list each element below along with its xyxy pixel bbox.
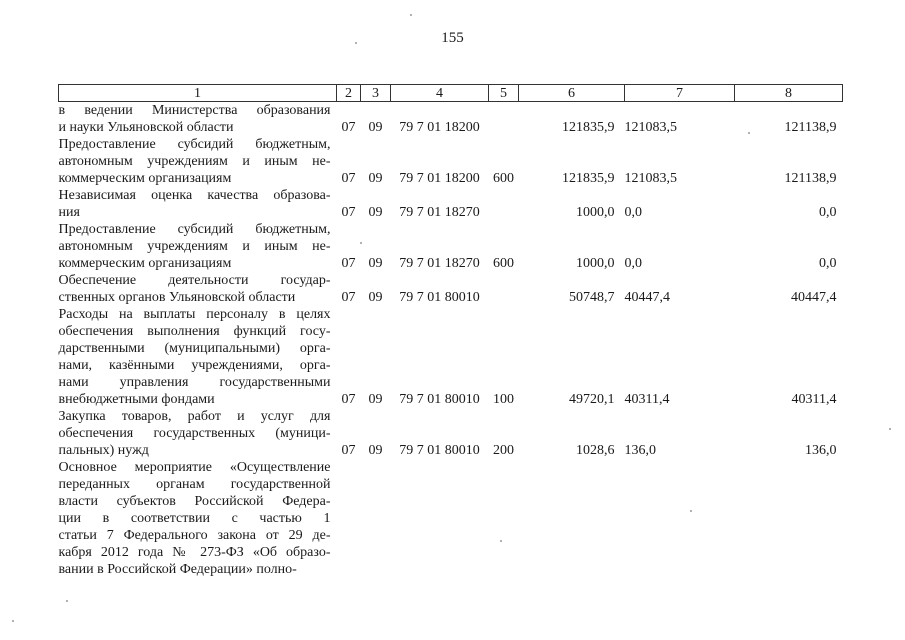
row-name-line: нами, казёнными учреждениями, орга- bbox=[58, 358, 331, 373]
row-name-line: кабря 2012 года № 273-ФЗ «Об образо- bbox=[58, 545, 331, 560]
scan-speck bbox=[690, 510, 692, 512]
row-name-line: обеспечения государственных (муници- bbox=[58, 426, 331, 441]
code-pr: 09 bbox=[368, 171, 383, 186]
code-vr: 100 bbox=[493, 392, 514, 407]
code-vr: 600 bbox=[493, 256, 514, 271]
amount-col-8: 121138,9 bbox=[784, 120, 837, 135]
row-name-line: Закупка товаров, работ и услуг для bbox=[58, 409, 331, 424]
code-pr: 09 bbox=[368, 205, 383, 220]
header-col-7: 7 bbox=[625, 85, 735, 102]
code-rz: 07 bbox=[341, 392, 356, 407]
header-col-5: 5 bbox=[489, 85, 519, 102]
row-name-line: Независимая оценка качества образова- bbox=[58, 188, 331, 203]
code-csr bbox=[391, 459, 489, 578]
code-pr: 09 bbox=[368, 392, 383, 407]
row-name bbox=[59, 306, 337, 408]
code-rz: 07 bbox=[341, 256, 356, 271]
row-name-line: Обеспечение деятельности государ- bbox=[58, 273, 331, 288]
code-rz: 07 bbox=[341, 443, 356, 458]
row-name bbox=[59, 459, 337, 578]
code-rz bbox=[337, 459, 361, 578]
code-pr: 09 bbox=[368, 290, 383, 305]
row-name-line: обеспечения выполнения функций госу- bbox=[58, 324, 331, 339]
row-name-line: коммерческим организациям bbox=[58, 171, 232, 186]
amount-col-7: 0,0 bbox=[624, 256, 642, 271]
code-csr: 79 7 01 18200 bbox=[399, 120, 480, 135]
amount-col-8: 0,0 bbox=[819, 205, 837, 220]
row-name-line: ственных органов Ульяновской области bbox=[58, 290, 296, 305]
row-name-line: ции в соответствии с частью 1 bbox=[58, 511, 331, 526]
amount-col-7: 121083,5 bbox=[624, 120, 677, 135]
table-header-row bbox=[59, 85, 843, 102]
amount-col-8: 40311,4 bbox=[791, 392, 837, 407]
code-vr bbox=[489, 272, 519, 306]
row-name-line: пальных) нужд bbox=[58, 443, 149, 458]
code-vr bbox=[489, 187, 519, 221]
amount-col-7: 121083,5 bbox=[624, 171, 677, 186]
header-col-2: 2 bbox=[337, 85, 361, 102]
row-name-line: статьи 7 Федерального закона от 29 де- bbox=[58, 528, 331, 543]
amount-col-8: 136,0 bbox=[805, 443, 837, 458]
row-name bbox=[59, 408, 337, 459]
table-row bbox=[59, 102, 843, 137]
row-name-line: Предоставление субсидий бюджетным, bbox=[58, 137, 331, 152]
amount-col-8 bbox=[735, 459, 843, 578]
table-row bbox=[59, 272, 843, 306]
row-name-line: Предоставление субсидий бюджетным, bbox=[58, 222, 331, 237]
code-csr: 79 7 01 18270 bbox=[399, 205, 480, 220]
row-name-line: нами управления государственными bbox=[58, 375, 331, 390]
row-name bbox=[59, 136, 337, 187]
row-name-line: Расходы на выплаты персоналу в целях bbox=[58, 307, 331, 322]
row-name-line: вании в Российской Федерации» полно- bbox=[58, 562, 297, 577]
code-rz: 07 bbox=[341, 171, 356, 186]
code-vr bbox=[489, 102, 519, 137]
amount-col-7 bbox=[625, 459, 735, 578]
header-col-4: 4 bbox=[391, 85, 489, 102]
amount-col-8: 40447,4 bbox=[791, 290, 837, 305]
table-row bbox=[59, 408, 843, 459]
row-name bbox=[59, 187, 337, 221]
row-name-line: и науки Ульяновской области bbox=[58, 120, 234, 135]
table-row bbox=[59, 459, 843, 578]
row-name bbox=[59, 102, 337, 137]
row-name-line: автономным учреждениям и иным не- bbox=[58, 239, 331, 254]
scan-speck bbox=[500, 540, 502, 542]
row-name-line: власти субъектов Российской Федера- bbox=[58, 494, 331, 509]
header-col-3: 3 bbox=[361, 85, 391, 102]
scan-speck bbox=[748, 132, 750, 134]
amount-col-7: 40447,4 bbox=[624, 290, 670, 305]
amount-col-8: 0,0 bbox=[819, 256, 837, 271]
amount-col-6: 49720,1 bbox=[569, 392, 615, 407]
amount-col-7: 0,0 bbox=[624, 205, 642, 220]
code-csr: 79 7 01 18270 bbox=[399, 256, 480, 271]
amount-col-7: 40311,4 bbox=[624, 392, 670, 407]
code-pr: 09 bbox=[368, 443, 383, 458]
amount-col-6: 121835,9 bbox=[562, 120, 615, 135]
table-body bbox=[59, 102, 843, 579]
code-pr: 09 bbox=[368, 256, 383, 271]
row-name bbox=[59, 272, 337, 306]
code-csr: 79 7 01 80010 bbox=[399, 392, 480, 407]
amount-col-7: 136,0 bbox=[624, 443, 656, 458]
row-name-line: коммерческим организациям bbox=[58, 256, 232, 271]
scan-speck bbox=[410, 14, 412, 16]
table-row bbox=[59, 136, 843, 187]
scan-speck bbox=[355, 42, 357, 44]
amount-col-6: 121835,9 bbox=[562, 171, 615, 186]
amount-col-6: 50748,7 bbox=[569, 290, 615, 305]
amount-col-6: 1028,6 bbox=[576, 443, 615, 458]
code-csr: 79 7 01 80010 bbox=[399, 290, 480, 305]
row-name-line: Основное мероприятие «Осуществление bbox=[58, 460, 331, 475]
code-vr bbox=[489, 459, 519, 578]
scan-speck bbox=[889, 428, 891, 430]
scan-speck bbox=[360, 242, 362, 244]
code-rz: 07 bbox=[341, 120, 356, 135]
amount-col-8: 121138,9 bbox=[784, 171, 837, 186]
scan-speck bbox=[66, 600, 68, 602]
code-csr: 79 7 01 18200 bbox=[399, 171, 480, 186]
header-col-6: 6 bbox=[519, 85, 625, 102]
amount-col-6: 1000,0 bbox=[576, 256, 615, 271]
row-name-line: переданных органам государственной bbox=[58, 477, 331, 492]
code-vr: 200 bbox=[493, 443, 514, 458]
code-rz: 07 bbox=[341, 205, 356, 220]
budget-table bbox=[58, 84, 843, 578]
code-vr: 600 bbox=[493, 171, 514, 186]
scan-speck bbox=[12, 620, 14, 622]
amount-col-6: 1000,0 bbox=[576, 205, 615, 220]
header-col-8: 8 bbox=[735, 85, 843, 102]
code-pr: 09 bbox=[368, 120, 383, 135]
row-name-line: в ведении Министерства образования bbox=[58, 103, 331, 118]
header-col-1: 1 bbox=[59, 85, 337, 102]
amount-col-6 bbox=[519, 459, 625, 578]
row-name-line: автономным учреждениям и иным не- bbox=[58, 154, 331, 169]
row-name-line: дарственными (муниципальными) орга- bbox=[58, 341, 331, 356]
row-name bbox=[59, 221, 337, 272]
page-number: 155 bbox=[441, 30, 464, 46]
row-name-line: ния bbox=[58, 205, 80, 220]
code-pr bbox=[361, 459, 391, 578]
row-name-line: внебюджетными фондами bbox=[58, 392, 215, 407]
table-row bbox=[59, 306, 843, 408]
table-row bbox=[59, 221, 843, 272]
table-row bbox=[59, 187, 843, 221]
code-csr: 79 7 01 80010 bbox=[399, 443, 480, 458]
code-rz: 07 bbox=[341, 290, 356, 305]
